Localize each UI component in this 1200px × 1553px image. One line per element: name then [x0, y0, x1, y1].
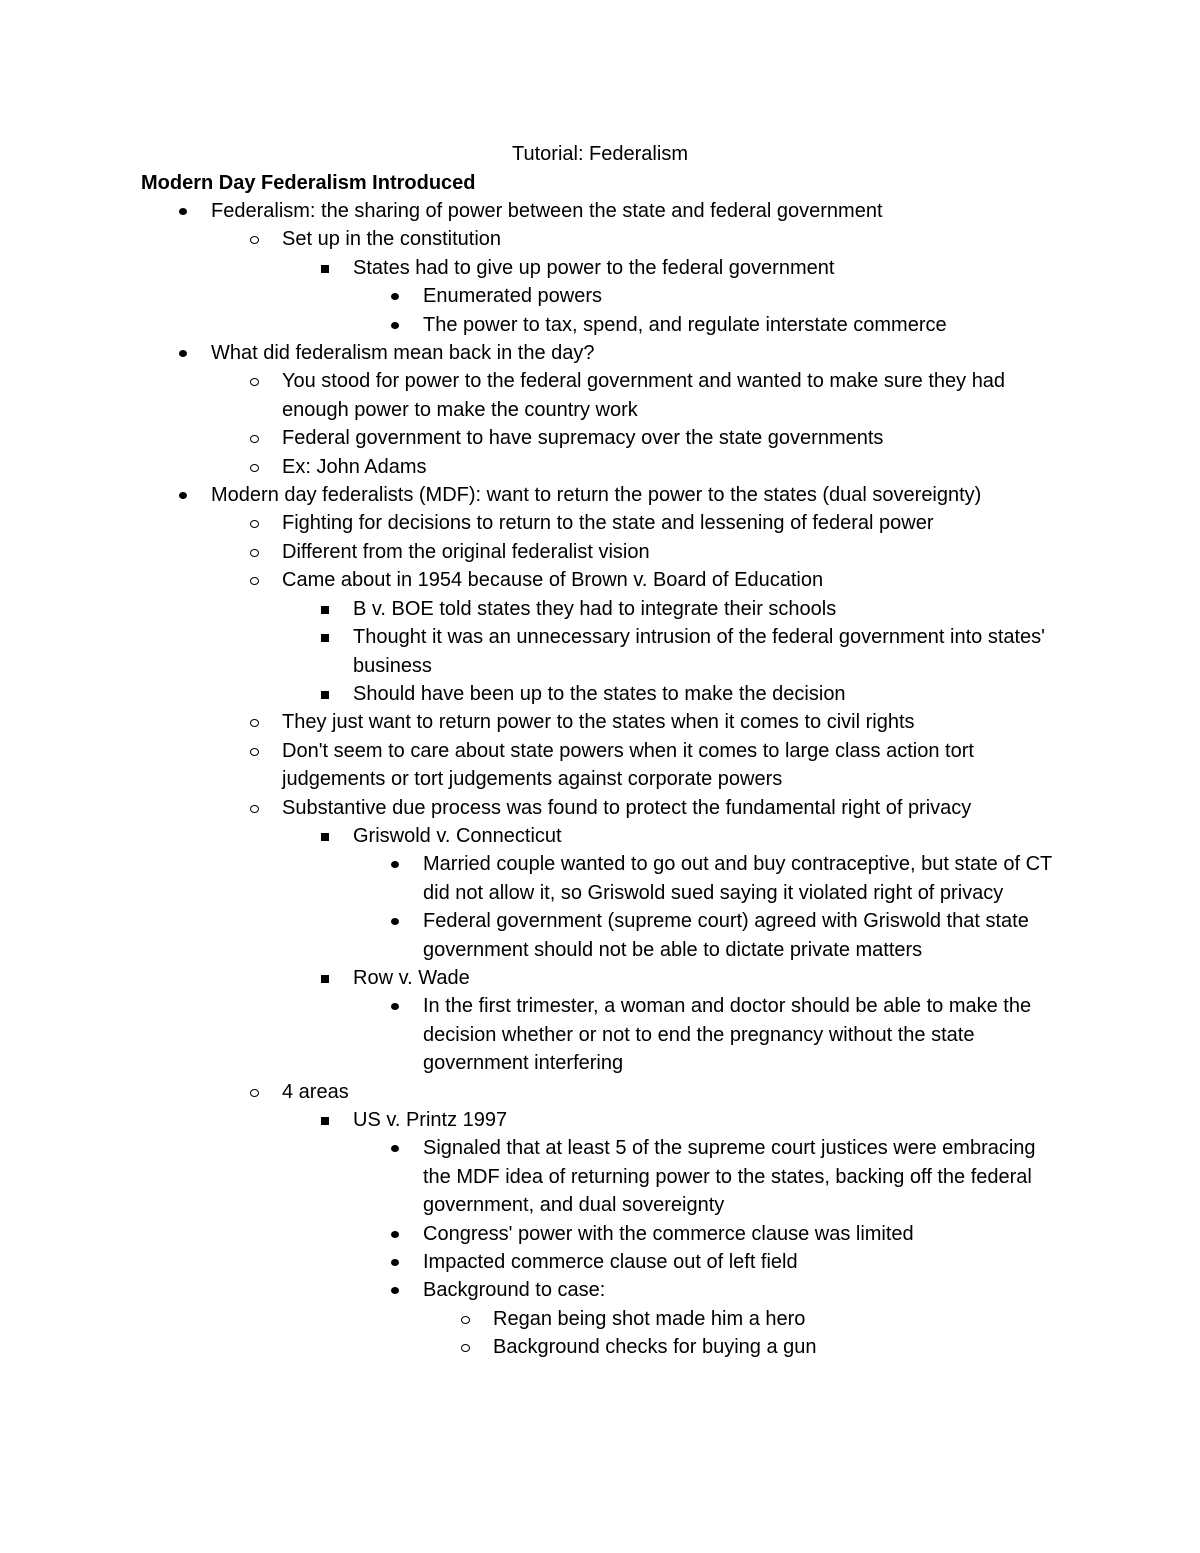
list-item-text: Married couple wanted to go out and buy contraceptive, but state of CT did not allow it, so Griswold sued saying it violated right of privacy	[423, 853, 1052, 904]
list-item	[282, 225, 1062, 253]
list-item	[353, 254, 1053, 282]
list-item-text: Modern day federalists (MDF): want to return the power to the states (dual sovereignty)	[211, 484, 982, 507]
list-item	[282, 794, 1062, 822]
list-item	[423, 1134, 1063, 1219]
square-bullet-icon	[321, 606, 329, 614]
list-item	[211, 339, 1071, 367]
list-item	[423, 907, 1063, 964]
list-item	[211, 481, 1071, 509]
list-item	[282, 367, 1062, 424]
section-heading: Modern Day Federalism Introduced	[141, 172, 476, 194]
list-item	[282, 453, 1062, 481]
disc-bullet-icon	[391, 918, 399, 925]
list-item-text: Regan being shot made him a hero	[493, 1307, 806, 1330]
circle-bullet-icon	[250, 805, 259, 813]
disc-bullet-icon	[179, 492, 187, 499]
list-item-text: What did federalism mean back in the day?	[211, 342, 595, 365]
circle-bullet-icon	[250, 236, 259, 244]
circle-bullet-icon	[250, 549, 259, 557]
list-item	[493, 1305, 1073, 1333]
list-item	[282, 1078, 1062, 1106]
circle-bullet-icon	[250, 464, 259, 472]
circle-bullet-icon	[250, 577, 259, 585]
list-item-text: Set up in the constitution	[282, 228, 502, 251]
list-item-text: Federal government (supreme court) agreed with Griswold that state government should not be able to dictate private matters	[423, 910, 1029, 961]
disc-bullet-icon	[391, 1287, 399, 1294]
list-item	[423, 850, 1063, 907]
list-item	[282, 708, 1062, 736]
list-item-text: Different from the original federalist vision	[282, 540, 650, 563]
list-item	[282, 566, 1062, 594]
disc-bullet-icon	[391, 1231, 399, 1238]
disc-bullet-icon	[391, 293, 399, 300]
square-bullet-icon	[321, 265, 329, 273]
list-item-text: Came about in 1954 because of Brown v. Board of Education	[282, 569, 824, 592]
list-item-text: Substantive due process was found to protect the fundamental right of privacy	[282, 796, 972, 819]
list-item	[423, 311, 1063, 339]
list-item-text: Federal government to have supremacy over the state governments	[282, 427, 884, 450]
list-item	[282, 424, 1062, 452]
list-item	[353, 680, 1053, 708]
disc-bullet-icon	[179, 350, 187, 357]
list-item-text: B v. BOE told states they had to integrate their schools	[353, 597, 837, 620]
circle-bullet-icon	[250, 435, 259, 443]
square-bullet-icon	[321, 1117, 329, 1125]
disc-bullet-icon	[391, 322, 399, 329]
list-item	[493, 1333, 1073, 1361]
list-item	[282, 737, 1062, 794]
list-item	[423, 992, 1063, 1077]
disc-bullet-icon	[391, 861, 399, 868]
list-item	[353, 964, 1053, 992]
disc-bullet-icon	[391, 1145, 399, 1152]
square-bullet-icon	[321, 634, 329, 642]
list-item	[353, 623, 1053, 680]
list-item-text: The power to tax, spend, and regulate interstate commerce	[423, 313, 947, 336]
list-item-text: Griswold v. Connecticut	[353, 824, 562, 847]
square-bullet-icon	[321, 691, 329, 699]
list-item-text: They just want to return power to the states when it comes to civil rights	[282, 711, 915, 734]
list-item	[423, 1276, 1063, 1304]
circle-bullet-icon	[250, 378, 259, 386]
list-item-text: Ex: John Adams	[282, 455, 427, 478]
list-item-text: Thought it was an unnecessary intrusion of the federal government into states' business	[353, 626, 1045, 677]
list-item	[353, 1106, 1053, 1134]
document-title: Tutorial: Federalism	[512, 143, 688, 165]
list-item-text: You stood for power to the federal government and wanted to make sure they had enough power to make the country work	[282, 370, 1006, 421]
list-item-text: Background checks for buying a gun	[493, 1336, 817, 1359]
list-item	[282, 509, 1062, 537]
list-item-text: States had to give up power to the federal government	[353, 256, 835, 279]
bullet-outline	[0, 197, 1200, 1362]
list-item-text: Federalism: the sharing of power between the state and federal government	[211, 200, 883, 222]
list-item-text: Don't seem to care about state powers when it comes to large class action tort judgements or tort judgements against corporate powers	[282, 739, 974, 791]
list-item-text: Signaled that at least 5 of the supreme court justices were embracing the MDF idea of returning power to the states, backing off the federal government, and dual sovereignty	[423, 1137, 1036, 1217]
list-item-text: Enumerated powers	[423, 285, 602, 308]
list-item-text: Impacted commerce clause out of left field	[423, 1251, 798, 1274]
list-item-text: 4 areas	[282, 1080, 349, 1103]
disc-bullet-icon	[391, 1003, 399, 1010]
list-item-text: Should have been up to the states to make the decision	[353, 682, 846, 705]
square-bullet-icon	[321, 975, 329, 983]
circle-bullet-icon	[250, 1089, 259, 1097]
list-item	[353, 595, 1053, 623]
circle-bullet-icon	[250, 748, 259, 756]
circle-bullet-icon	[250, 520, 259, 528]
list-item-text: US v. Printz 1997	[353, 1109, 508, 1131]
list-item	[353, 822, 1053, 850]
list-item	[423, 1220, 1063, 1248]
list-item-text: Congress' power with the commerce clause was limited	[423, 1222, 914, 1245]
list-item-text: Fighting for decisions to return to the state and lessening of federal power	[282, 512, 934, 535]
list-item	[211, 197, 1071, 225]
disc-bullet-icon	[391, 1259, 399, 1266]
square-bullet-icon	[321, 833, 329, 841]
list-item-text: In the first trimester, a woman and doctor should be able to make the decision whether or not to end the pregnancy without the state government interfering	[423, 995, 1032, 1075]
circle-bullet-icon	[461, 1316, 470, 1324]
list-item	[423, 1248, 1063, 1276]
disc-bullet-icon	[179, 208, 187, 215]
circle-bullet-icon	[250, 719, 259, 727]
list-item-text: Background to case:	[423, 1279, 606, 1302]
circle-bullet-icon	[461, 1344, 470, 1352]
list-item-text: Row v. Wade	[353, 966, 470, 989]
list-item	[282, 538, 1062, 566]
list-item	[423, 282, 1063, 310]
